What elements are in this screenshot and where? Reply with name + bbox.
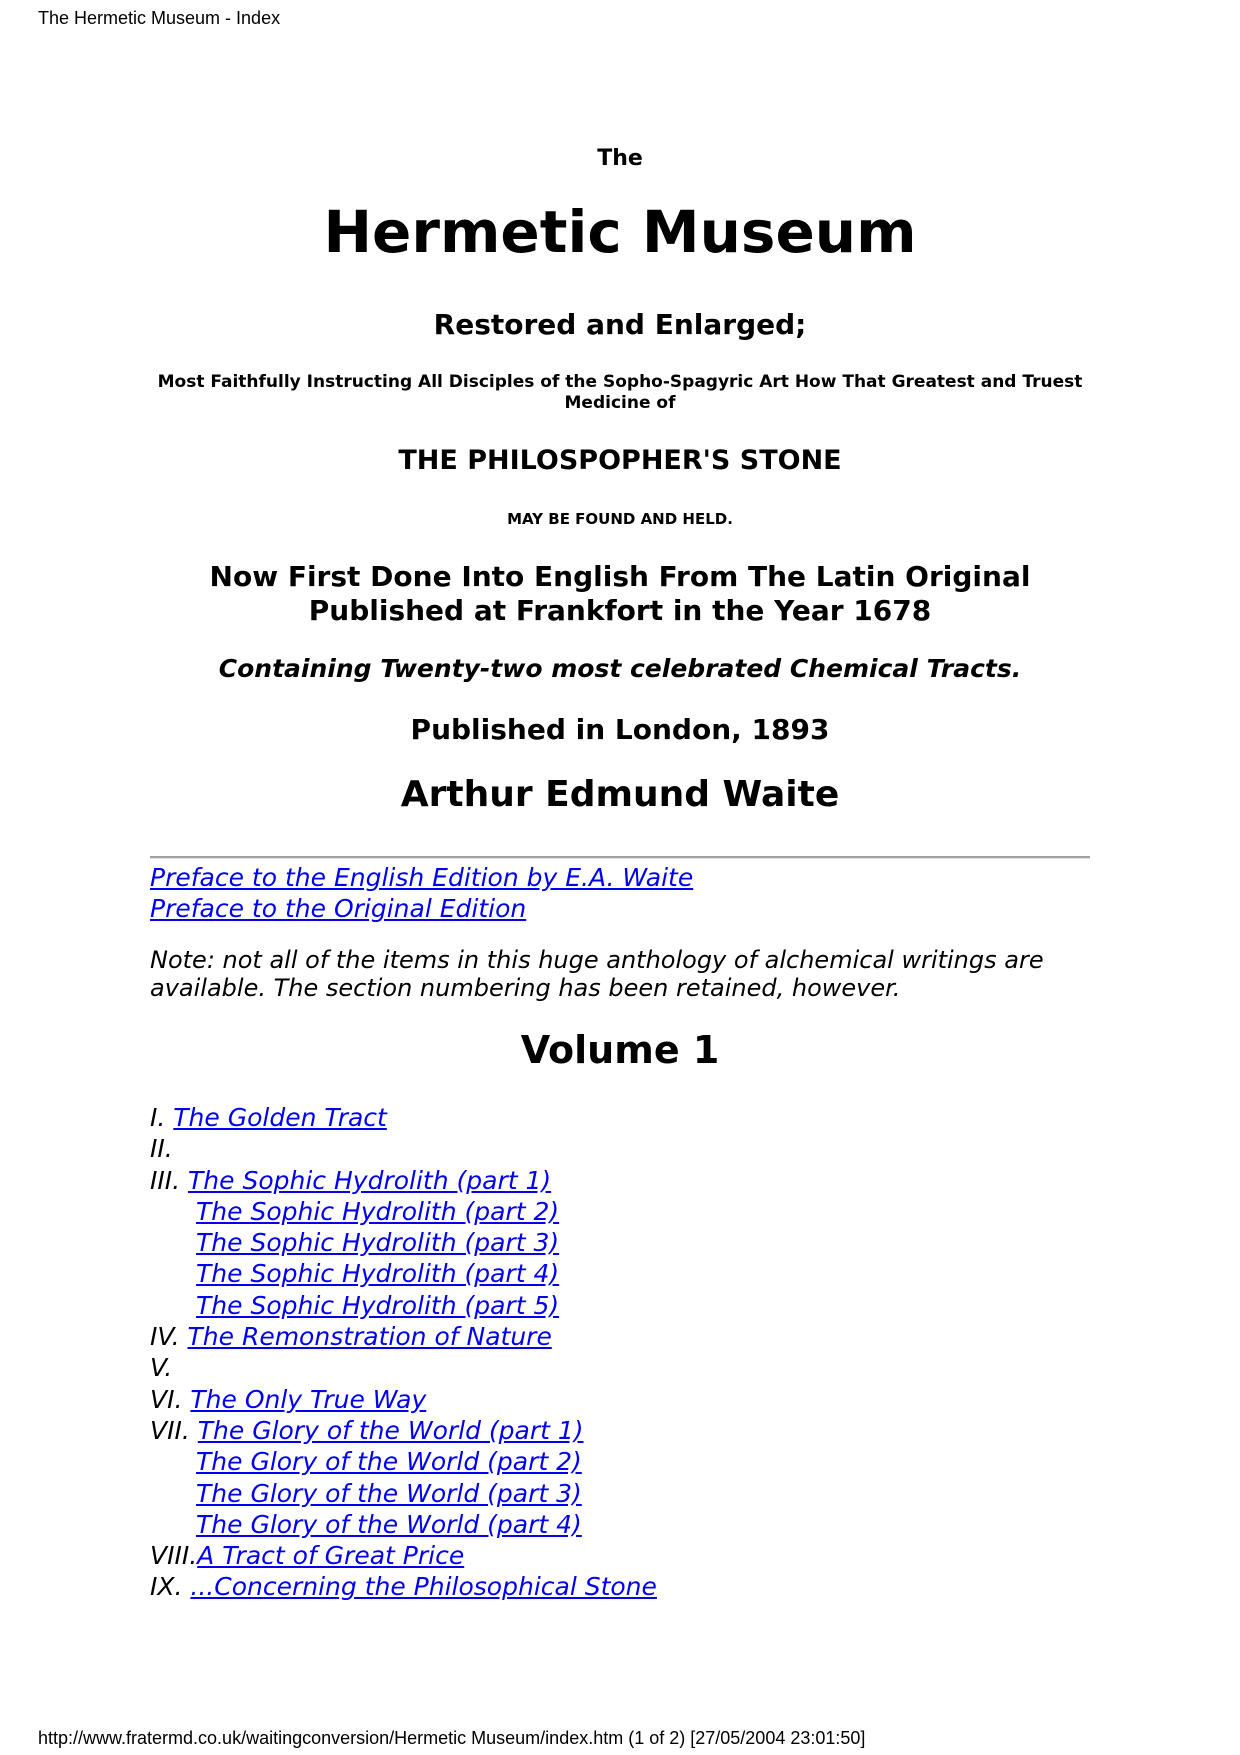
translation-line: Now First Done Into English From The Latin Original Published at Frankfort in the Year 1678 <box>209 560 1031 627</box>
subtitle: Restored and Enlarged; <box>433 308 807 341</box>
toc-item <box>150 1102 657 1133</box>
author-name: Arthur Edmund Waite <box>400 774 840 815</box>
found-line: MAY BE FOUND AND HELD. <box>507 510 733 528</box>
preface-links <box>150 862 693 924</box>
toc-item-number: II. <box>150 1134 173 1164</box>
toc-item-number: V. <box>150 1353 173 1383</box>
toc-item-number: I. <box>150 1103 174 1132</box>
preface-original-link[interactable]: Preface to the Original Edition <box>150 894 527 923</box>
toc-item-link[interactable]: The Sophic Hydrolith (part 2) <box>196 1196 560 1226</box>
toc-item-link[interactable]: The Sophic Hydrolith (part 5) <box>196 1290 560 1320</box>
toc-item-number: IX. <box>150 1572 191 1602</box>
table-of-contents <box>150 1102 657 1603</box>
toc-item-link[interactable]: The Golden Tract <box>173 1103 387 1132</box>
published-line: Published in London, 1893 <box>410 713 830 746</box>
toc-item-number: VII. <box>150 1415 198 1445</box>
print-footer: http://www.fratermd.co.uk/waitingconversion/Hermetic Museum/index.htm (1 of 2) [27/05/2004 23:01:50] <box>38 1728 866 1748</box>
toc-item <box>150 1509 657 1540</box>
title-the: The <box>597 146 643 171</box>
toc-item <box>150 1196 657 1227</box>
toc-item-link[interactable]: The Remonstration of Nature <box>187 1322 552 1352</box>
toc-item-link[interactable]: The Glory of the World (part 3) <box>196 1478 582 1508</box>
toc-item-link[interactable]: The Sophic Hydrolith (part 4) <box>196 1259 560 1289</box>
toc-item-link[interactable]: The Glory of the World (part 2) <box>196 1447 582 1477</box>
toc-item <box>150 1571 657 1602</box>
horizontal-rule <box>150 856 1090 859</box>
toc-item-link[interactable]: The Sophic Hydrolith (part 1) <box>188 1165 552 1195</box>
toc-item-link[interactable]: The Sophic Hydrolith (part 3) <box>196 1228 560 1258</box>
volume-heading: Volume 1 <box>520 1028 720 1072</box>
toc-item-link[interactable]: The Only True Way <box>190 1384 427 1414</box>
toc-item-link[interactable]: The Glory of the World (part 1) <box>197 1415 584 1445</box>
toc-item-number: IV. <box>150 1322 188 1352</box>
toc-item <box>150 1133 657 1164</box>
toc-item <box>150 1384 657 1415</box>
toc-item <box>150 1227 657 1258</box>
stone-heading: THE PHILOSPOPHER'S STONE <box>398 445 842 476</box>
toc-item-link[interactable]: The Glory of the World (part 4) <box>196 1509 582 1539</box>
toc-item-link[interactable]: ...Concerning the Philosophical Stone <box>190 1572 657 1602</box>
toc-item <box>150 1415 657 1446</box>
description: Most Faithfully Instructing All Disciples of the Sopho-Spagyric Art How That Greatest and Truest Medicine of <box>157 372 1083 413</box>
toc-item-number: VIII. <box>150 1541 198 1571</box>
toc-item <box>150 1478 657 1509</box>
toc-item <box>150 1290 657 1321</box>
toc-item <box>150 1446 657 1477</box>
toc-item <box>150 1321 657 1352</box>
page-title: Hermetic Museum <box>323 198 917 266</box>
toc-item <box>150 1352 657 1383</box>
note-text: Note: not all of the items in this huge anthology of alchemical writings are available. The section numbering has been retained, however. <box>150 946 1044 1002</box>
containing-line: Containing Twenty-two most celebrated Chemical Tracts. <box>218 654 1022 683</box>
toc-item <box>150 1258 657 1289</box>
toc-item-number: VI. <box>150 1384 191 1414</box>
print-header: The Hermetic Museum - Index <box>38 8 281 28</box>
toc-item <box>150 1540 657 1571</box>
toc-item-number: III. <box>150 1165 189 1195</box>
toc-item-link[interactable]: A Tract of Great Price <box>197 1541 465 1571</box>
toc-item <box>150 1165 657 1196</box>
preface-english-link[interactable]: Preface to the English Edition by E.A. Waite <box>150 863 694 892</box>
